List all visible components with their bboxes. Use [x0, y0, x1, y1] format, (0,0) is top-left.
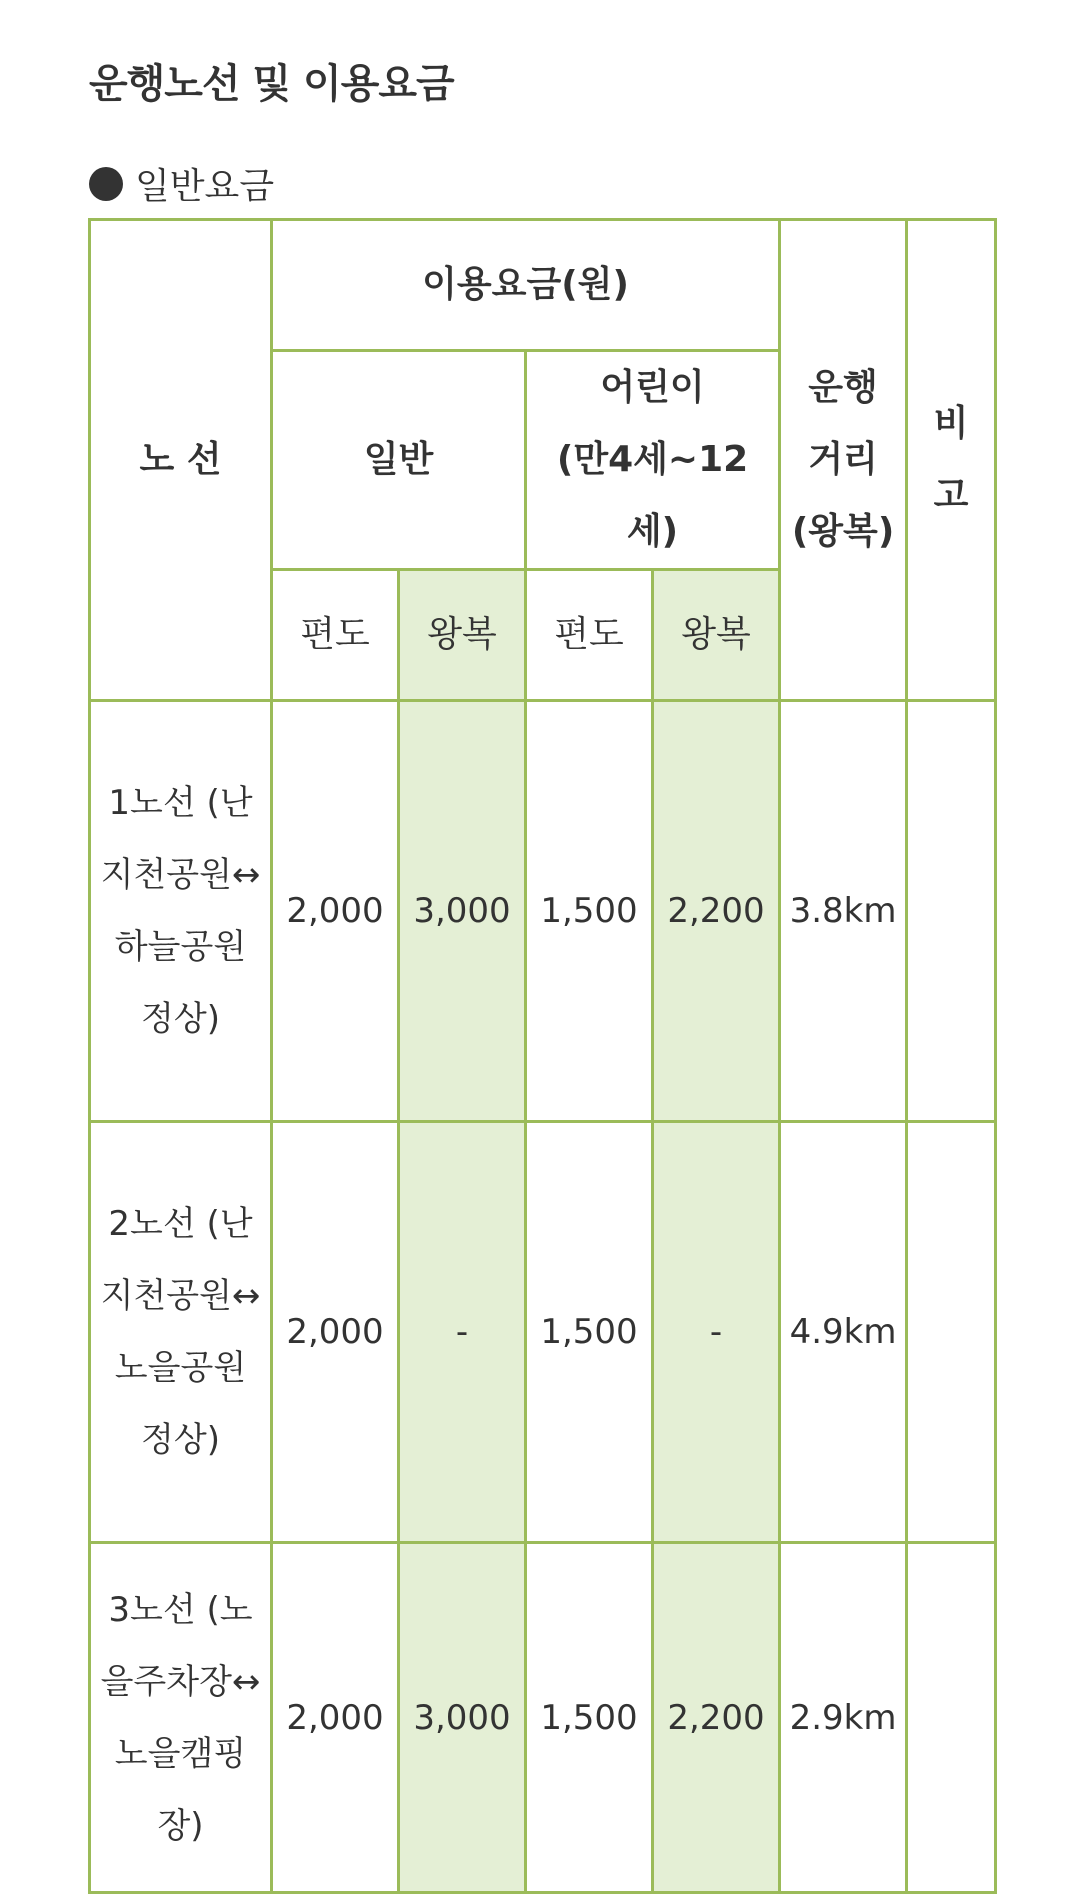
header-child	[526, 351, 780, 570]
note-cell	[907, 1543, 996, 1893]
table-row	[90, 1122, 996, 1543]
table-row	[90, 701, 996, 1122]
header-adult: 일반	[272, 351, 526, 570]
fare-table	[88, 218, 997, 1894]
child-one-way-cell: 1,500	[526, 1543, 653, 1893]
note-cell	[907, 701, 996, 1122]
header-child-round-trip: 왕복	[653, 570, 780, 701]
child-round-trip-cell: 2,200	[653, 701, 780, 1122]
distance-cell: 4.9km	[780, 1122, 907, 1543]
bullet-icon	[89, 167, 123, 201]
adult-round-trip-cell: 3,000	[399, 701, 526, 1122]
header-child-line2: (만4세~12세)	[556, 439, 749, 552]
route-cell: 3노선 (노을주차장↔노을캠핑장)	[90, 1543, 272, 1893]
distance-cell: 3.8km	[780, 701, 907, 1122]
header-child-line1: 어린이	[600, 367, 705, 408]
page-title: 운행노선 및 이용요금	[89, 61, 454, 107]
adult-round-trip-cell: 3,000	[399, 1543, 526, 1893]
section-label	[89, 158, 274, 209]
adult-one-way-cell: 2,000	[272, 1543, 399, 1893]
header-distance: 운행 거리 (왕복)	[780, 220, 907, 701]
header-note: 비 고	[907, 220, 996, 701]
adult-one-way-cell: 2,000	[272, 1122, 399, 1543]
header-route: 노 선	[90, 220, 272, 701]
child-one-way-cell: 1,500	[526, 701, 653, 1122]
section-label-text: 일반요금	[135, 166, 275, 207]
header-child-one-way: 편도	[526, 570, 653, 701]
header-adult-one-way: 편도	[272, 570, 399, 701]
child-round-trip-cell: -	[653, 1122, 780, 1543]
route-cell: 2노선 (난지천공원↔노을공원 정상)	[90, 1122, 272, 1543]
child-round-trip-cell: 2,200	[653, 1543, 780, 1893]
header-fare: 이용요금(원)	[272, 220, 780, 351]
header-adult-round-trip: 왕복	[399, 570, 526, 701]
distance-cell: 2.9km	[780, 1543, 907, 1893]
child-one-way-cell: 1,500	[526, 1122, 653, 1543]
route-cell: 1노선 (난지천공원↔하늘공원 정상)	[90, 701, 272, 1122]
adult-one-way-cell: 2,000	[272, 701, 399, 1122]
adult-round-trip-cell: -	[399, 1122, 526, 1543]
table-row	[90, 1543, 996, 1893]
note-cell	[907, 1122, 996, 1543]
